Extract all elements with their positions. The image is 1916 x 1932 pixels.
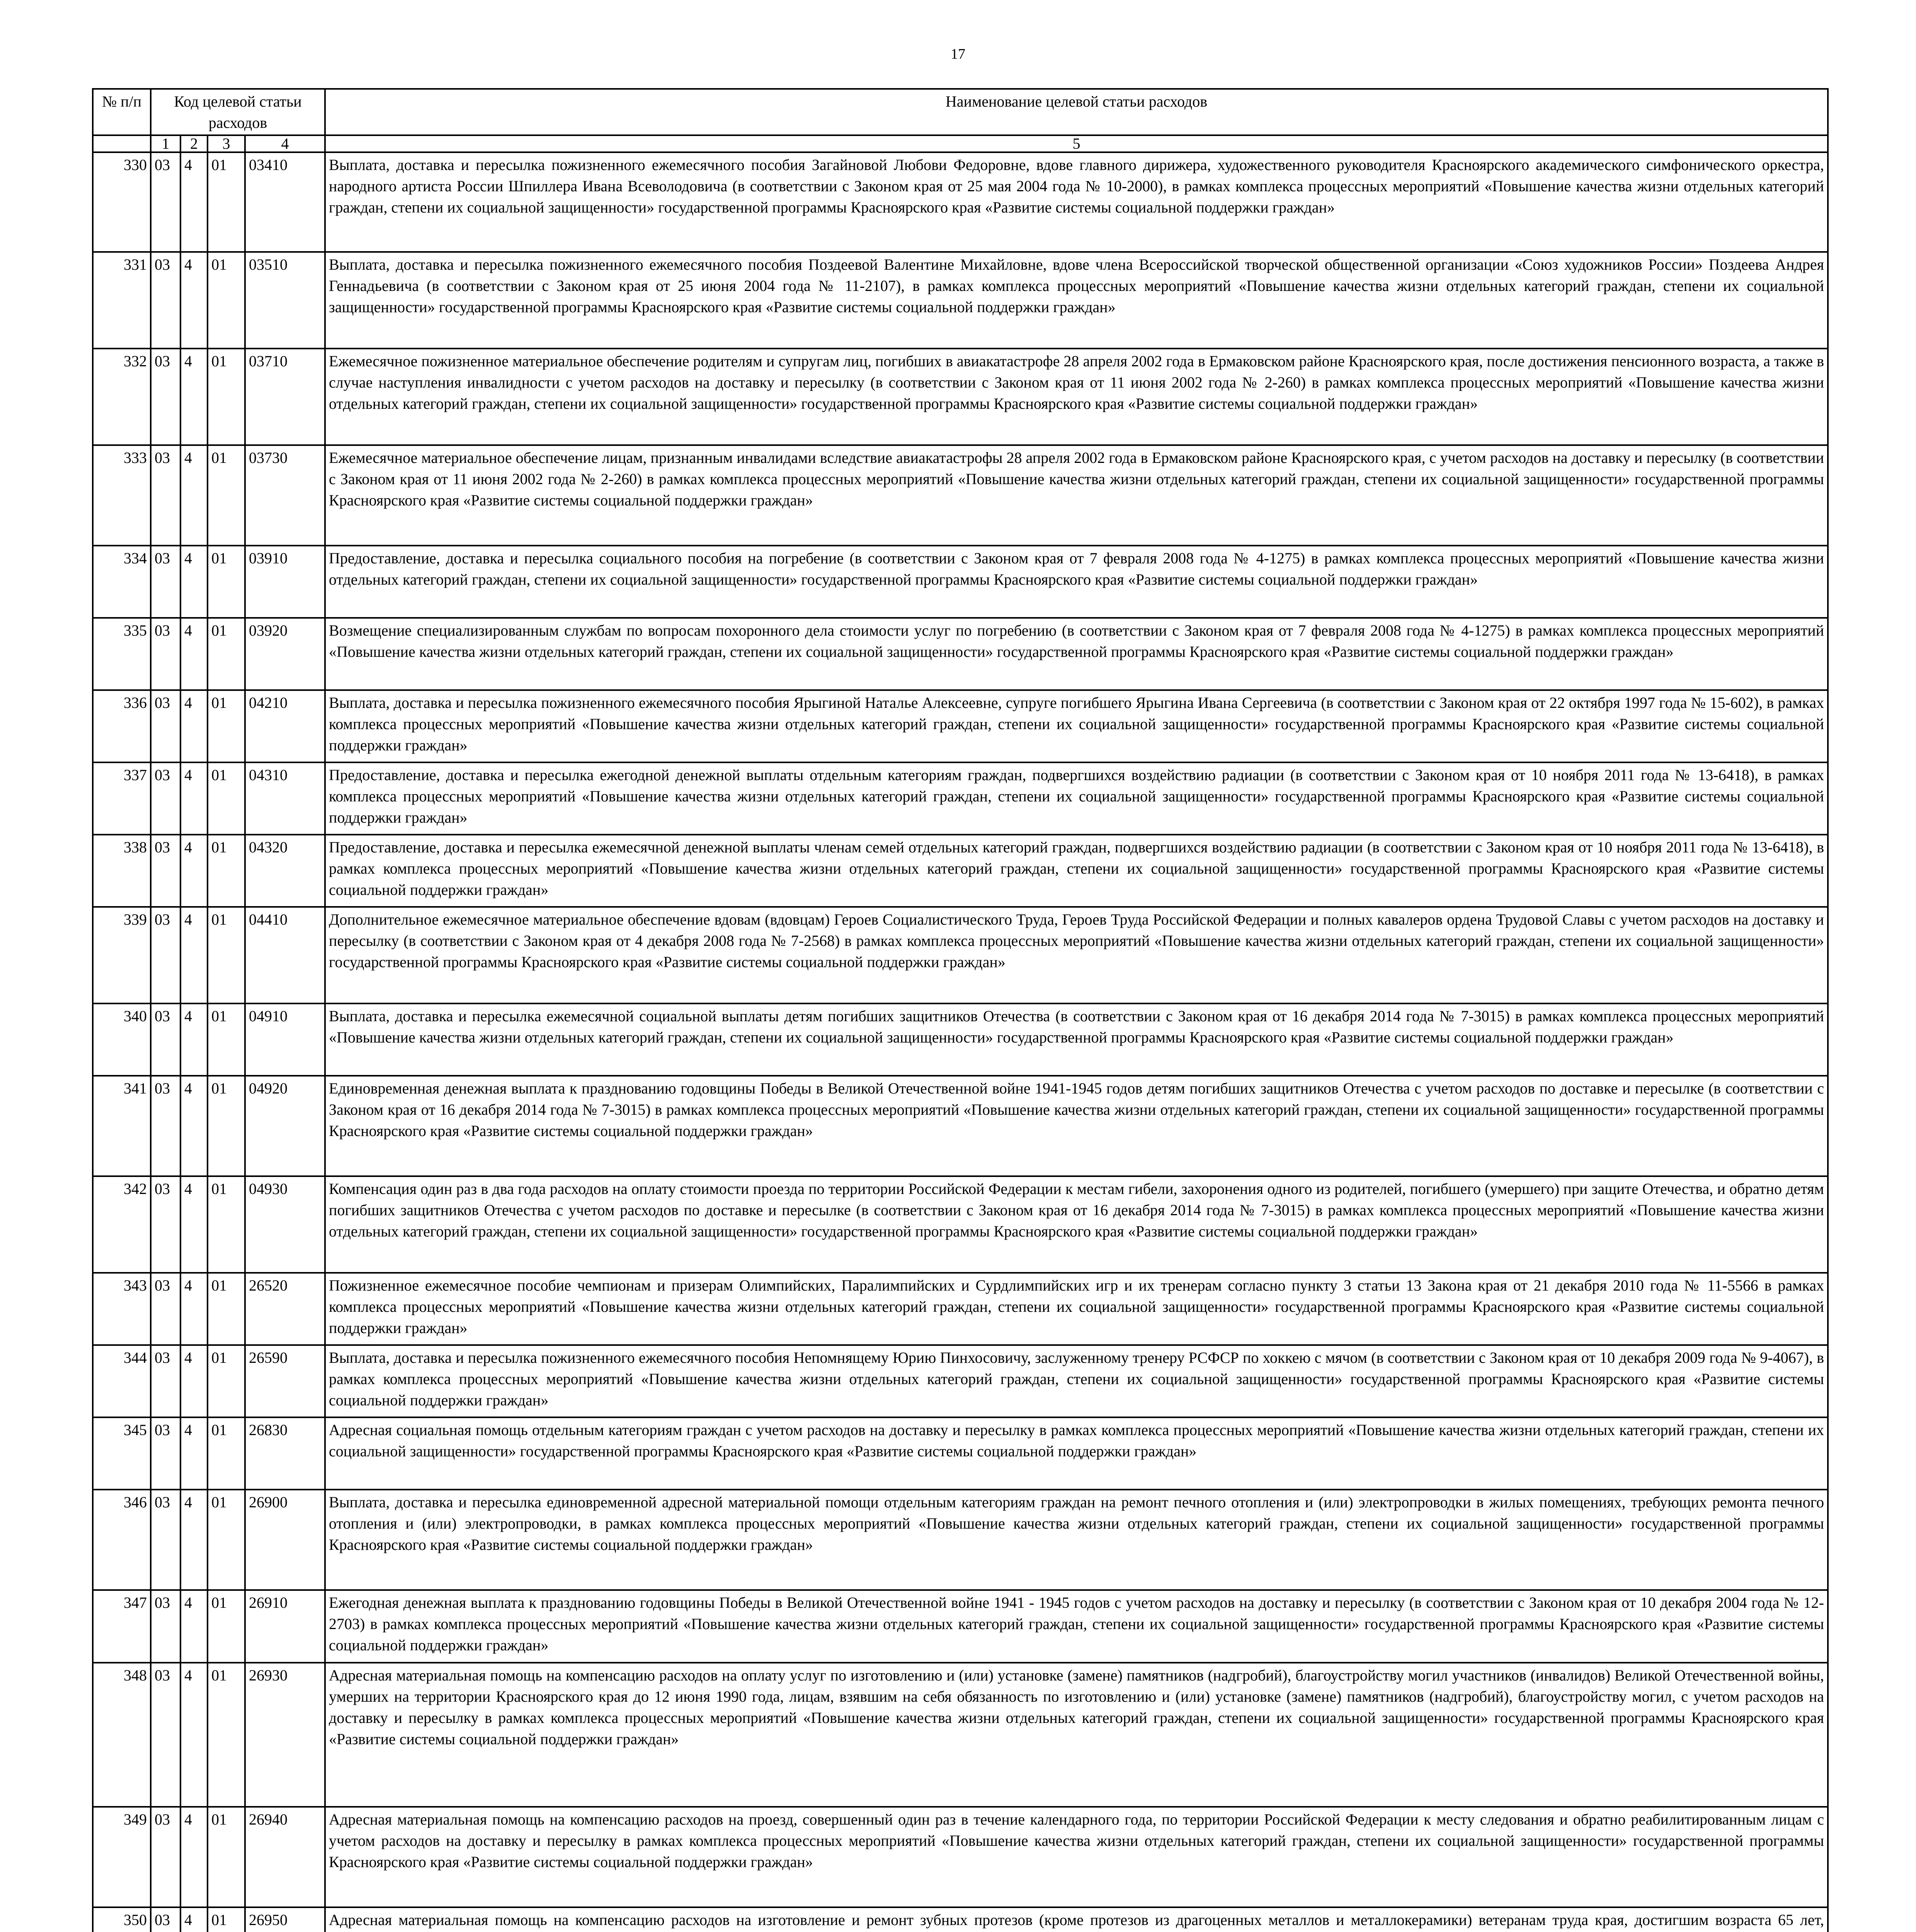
table-row bbox=[93, 690, 1828, 762]
table-row bbox=[93, 618, 1828, 690]
code-segment-2: 4 bbox=[180, 1176, 208, 1273]
row-number: 340 bbox=[93, 1003, 151, 1076]
code-segment-4: 26930 bbox=[245, 1663, 325, 1807]
expense-item-name: Выплата, доставка и пересылка ежемесячной социальной выплаты детям погибших защитников Отечества (в соответствии с Законом края от 16 декабря 2014 года № 7-3015) в рамках комплекса процессных мероприятий «Повышение качества жизни отдельных категорий граждан, степени их социальной защищенности» государственной программы Красноярского края «Развитие системы социальной поддержки граждан» bbox=[325, 1003, 1828, 1076]
table-row bbox=[93, 1807, 1828, 1907]
row-number: 331 bbox=[93, 252, 151, 349]
table-row bbox=[93, 1417, 1828, 1490]
code-segment-1: 03 bbox=[151, 1273, 180, 1345]
code-segment-4: 26940 bbox=[245, 1807, 325, 1907]
code-segment-2: 4 bbox=[180, 1076, 208, 1176]
row-number: 348 bbox=[93, 1663, 151, 1807]
code-segment-1: 03 bbox=[151, 252, 180, 349]
code-segment-4: 04910 bbox=[245, 1003, 325, 1076]
table-row bbox=[93, 907, 1828, 1003]
table-row bbox=[93, 1590, 1828, 1663]
table-row bbox=[93, 152, 1828, 252]
row-number: 335 bbox=[93, 618, 151, 690]
row-number: 334 bbox=[93, 546, 151, 618]
expense-item-name: Возмещение специализированным службам по вопросам похоронного дела стоимости услуг по погребению (в соответствии с Законом края от 7 февраля 2008 года № 4-1275) в рамках комплекса процессных мероприятий «Повышение качества жизни отдельных категорий граждан, степени их социальной защищенности» государственной программы Красноярского края «Развитие системы социальной поддержки граждан» bbox=[325, 618, 1828, 690]
code-segment-3: 01 bbox=[208, 252, 245, 349]
code-segment-2: 4 bbox=[180, 152, 208, 252]
code-segment-1: 03 bbox=[151, 1003, 180, 1076]
expense-item-name: Адресная материальная помощь на компенсацию расходов на оплату услуг по изготовлению и (или) установке (замене) памятников (надгробий), благоустройству могил участников (инвалидов) Великой Отечественной войны, умерших на территории Красноярского края до 12 июня 1990 года, лицам, взявшим на себя обязанность по изготовлению и (или) установке (замене) памятников (надгробий), благоустройству могил, с учетом расходов на доставку и пересылку в рамках комплекса процессных мероприятий «Повышение качества жизни отдельных категорий граждан, степени их социальной защищенности» государственной программы Красноярского края «Развитие системы социальной поддержки граждан» bbox=[325, 1663, 1828, 1807]
code-segment-2: 4 bbox=[180, 1807, 208, 1907]
code-segment-3: 01 bbox=[208, 1076, 245, 1176]
expense-item-name: Единовременная денежная выплата к празднованию годовщины Победы в Великой Отечественной войне 1941-1945 годов детям погибших защитников Отечества с учетом расходов по доставке и пересылке (в соответствии с Законом края от 16 декабря 2014 года № 7-3015) в рамках комплекса процессных мероприятий «Повышение качества жизни отдельных категорий граждан, степени их социальной защищенности» государственной программы Красноярского края «Развитие системы социальной поддержки граждан» bbox=[325, 1076, 1828, 1176]
column-number: 4 bbox=[245, 135, 325, 152]
code-segment-3: 01 bbox=[208, 1417, 245, 1490]
code-segment-2: 4 bbox=[180, 1273, 208, 1345]
code-segment-4: 04930 bbox=[245, 1176, 325, 1273]
expense-item-name: Ежемесячное материальное обеспечение лицам, признанным инвалидами вследствие авиакатастрофы 28 апреля 2002 года в Ермаковском районе Красноярского края, с учетом расходов на доставку и пересылку (в соответствии с Законом края от 11 июня 2002 года № 2-260) в рамках комплекса процессных мероприятий «Повышение качества жизни отдельных категорий граждан, степени их социальной защищенности» государственной программы Красноярского края «Развитие системы социальной поддержки граждан» bbox=[325, 445, 1828, 546]
code-segment-1: 03 bbox=[151, 762, 180, 835]
code-segment-3: 01 bbox=[208, 1807, 245, 1907]
row-number: 338 bbox=[93, 835, 151, 907]
code-segment-2: 4 bbox=[180, 1907, 208, 1932]
code-segment-4: 04920 bbox=[245, 1076, 325, 1176]
code-segment-2: 4 bbox=[180, 618, 208, 690]
code-segment-4: 04210 bbox=[245, 690, 325, 762]
expense-item-name: Предоставление, доставка и пересылка ежемесячной денежной выплаты членам семей отдельных категорий граждан, подвергшихся воздействию радиации (в соответствии с Законом края от 10 ноября 2011 года № 13-6418), в рамках комплекса процессных мероприятий «Повышение качества жизни отдельных категорий граждан, степени их социальной защищенности» государственной программы Красноярского края «Развитие системы социальной поддержки граждан» bbox=[325, 835, 1828, 907]
code-segment-2: 4 bbox=[180, 835, 208, 907]
code-segment-1: 03 bbox=[151, 349, 180, 445]
code-segment-4: 26900 bbox=[245, 1490, 325, 1590]
code-segment-4: 03920 bbox=[245, 618, 325, 690]
code-segment-4: 26830 bbox=[245, 1417, 325, 1490]
code-segment-3: 01 bbox=[208, 618, 245, 690]
code-segment-3: 01 bbox=[208, 1490, 245, 1590]
code-segment-1: 03 bbox=[151, 1176, 180, 1273]
table-body bbox=[93, 152, 1828, 1932]
row-number: 337 bbox=[93, 762, 151, 835]
code-segment-1: 03 bbox=[151, 1076, 180, 1176]
table-row bbox=[93, 252, 1828, 349]
code-segment-1: 03 bbox=[151, 152, 180, 252]
code-segment-1: 03 bbox=[151, 1807, 180, 1907]
header-name: Наименование целевой статьи расходов bbox=[325, 89, 1828, 135]
code-segment-4: 03510 bbox=[245, 252, 325, 349]
code-segment-1: 03 bbox=[151, 1907, 180, 1932]
code-segment-2: 4 bbox=[180, 252, 208, 349]
code-segment-4: 26590 bbox=[245, 1345, 325, 1417]
code-segment-1: 03 bbox=[151, 1417, 180, 1490]
budget-codes-table bbox=[92, 88, 1829, 1932]
expense-item-name: Выплата, доставка и пересылка пожизненного ежемесячного пособия Непомнящему Юрию Пинхосовичу, заслуженному тренеру РСФСР по хоккею с мячом (в соответствии с Законом края от 10 декабря 2009 года № 9-4067), в рамках комплекса процессных мероприятий «Повышение качества жизни отдельных категорий граждан, степени их социальной защищенности» государственной программы Красноярского края «Развитие системы социальной поддержки граждан» bbox=[325, 1345, 1828, 1417]
code-segment-1: 03 bbox=[151, 445, 180, 546]
table-row bbox=[93, 546, 1828, 618]
row-number: 332 bbox=[93, 349, 151, 445]
code-segment-4: 04310 bbox=[245, 762, 325, 835]
expense-item-name: Адресная социальная помощь отдельным категориям граждан с учетом расходов на доставку и пересылку в рамках комплекса процессных мероприятий «Повышение качества жизни отдельных категорий граждан, степени их социальной защищенности» государственной программы Красноярского края «Развитие системы социальной поддержки граждан» bbox=[325, 1417, 1828, 1490]
code-segment-3: 01 bbox=[208, 690, 245, 762]
row-number: 330 bbox=[93, 152, 151, 252]
expense-item-name: Выплата, доставка и пересылка пожизненного ежемесячного пособия Загайновой Любови Федоровне, вдове главного дирижера, художественного руководителя Красноярского академического симфонического оркестра, народного артиста России Шпиллера Ивана Всеволодовича (в соответствии с Законом края от 25 мая 2004 года № 10-2000), в рамках комплекса процессных мероприятий «Повышение качества жизни отдельных категорий граждан, степени их социальной защищенности» государственной программы Красноярского края «Развитие системы социальной поддержки граждан» bbox=[325, 152, 1828, 252]
expense-item-name: Ежемесячное пожизненное материальное обеспечение родителям и супругам лиц, погибших в авиакатастрофе 28 апреля 2002 года в Ермаковском районе Красноярского края, после достижения пенсионного возраста, а также в случае наступления инвалидности с учетом расходов на доставку и пересылку (в соответствии с Законом края от 11 июня 2002 года № 2-260) в рамках комплекса процессных мероприятий «Повышение качества жизни отдельных категорий граждан, степени их социальной защищенности» государственной программы Красноярского края «Развитие системы социальной поддержки граждан» bbox=[325, 349, 1828, 445]
code-segment-2: 4 bbox=[180, 546, 208, 618]
code-segment-3: 01 bbox=[208, 762, 245, 835]
header-code: Код целевой статьи расходов bbox=[151, 89, 325, 135]
code-segment-4: 03910 bbox=[245, 546, 325, 618]
table-row bbox=[93, 762, 1828, 835]
code-segment-3: 01 bbox=[208, 907, 245, 1003]
row-number: 347 bbox=[93, 1590, 151, 1663]
code-segment-2: 4 bbox=[180, 349, 208, 445]
code-segment-3: 01 bbox=[208, 1907, 245, 1932]
code-segment-1: 03 bbox=[151, 1590, 180, 1663]
code-segment-2: 4 bbox=[180, 762, 208, 835]
row-number: 342 bbox=[93, 1176, 151, 1273]
table-row bbox=[93, 349, 1828, 445]
code-segment-3: 01 bbox=[208, 1176, 245, 1273]
code-segment-4: 26910 bbox=[245, 1590, 325, 1663]
table-row bbox=[93, 835, 1828, 907]
code-segment-3: 01 bbox=[208, 835, 245, 907]
row-number: 336 bbox=[93, 690, 151, 762]
row-number: 343 bbox=[93, 1273, 151, 1345]
code-segment-3: 01 bbox=[208, 1273, 245, 1345]
table-row bbox=[93, 1907, 1828, 1932]
code-segment-2: 4 bbox=[180, 1490, 208, 1590]
column-number: 1 bbox=[151, 135, 180, 152]
code-segment-4: 03410 bbox=[245, 152, 325, 252]
code-segment-3: 01 bbox=[208, 152, 245, 252]
code-segment-2: 4 bbox=[180, 1590, 208, 1663]
expense-item-name: Дополнительное ежемесячное материальное обеспечение вдовам (вдовцам) Героев Социалистического Труда, Героев Труда Российской Федерации и полных кавалеров ордена Трудовой Славы с учетом расходов на доставку и пересылку (в соответствии с Законом края от 4 декабря 2008 года № 7-2568) в рамках комплекса процессных мероприятий «Повышение качества жизни отдельных категорий граждан, степени их социальной защищенности» государственной программы Красноярского края «Развитие системы социальной поддержки граждан» bbox=[325, 907, 1828, 1003]
expense-item-name: Ежегодная денежная выплата к празднованию годовщины Победы в Великой Отечественной войне 1941 - 1945 годов с учетом расходов на доставку и пересылку (в соответствии с Законом края от 10 декабря 2004 года № 12-2703) в рамках комплекса процессных мероприятий «Повышение качества жизни отдельных категорий граждан, степени их социальной защищенности» государственной программы Красноярского края «Развитие системы социальной поддержки граждан» bbox=[325, 1590, 1828, 1663]
column-numbers-row bbox=[93, 135, 1828, 152]
code-segment-3: 01 bbox=[208, 445, 245, 546]
code-segment-1: 03 bbox=[151, 1345, 180, 1417]
code-segment-2: 4 bbox=[180, 690, 208, 762]
code-segment-2: 4 bbox=[180, 1003, 208, 1076]
row-number: 345 bbox=[93, 1417, 151, 1490]
expense-item-name: Пожизненное ежемесячное пособие чемпионам и призерам Олимпийских, Паралимпийских и Сурдлимпийских игр и их тренерам согласно пункту 3 статьи 13 Закона края от 21 декабря 2010 года № 11-5566 в рамках комплекса процессных мероприятий «Повышение качества жизни отдельных категорий граждан, степени их социальной защищенности» государственной программы Красноярского края «Развитие системы социальной поддержки граждан» bbox=[325, 1273, 1828, 1345]
row-number: 349 bbox=[93, 1807, 151, 1907]
table-row bbox=[93, 1663, 1828, 1807]
expense-item-name: Выплата, доставка и пересылка единовременной адресной материальной помощи отдельным категориям граждан на ремонт печного отопления и (или) электропроводки в жилых помещениях, требующих ремонта печного отопления и (или) электропроводки, в рамках комплекса процессных мероприятий «Повышение качества жизни отдельных категорий граждан, степени их социальной защищенности» государственной программы Красноярского края «Развитие системы социальной поддержки граждан» bbox=[325, 1490, 1828, 1590]
code-segment-4: 04410 bbox=[245, 907, 325, 1003]
table-row bbox=[93, 445, 1828, 546]
code-segment-1: 03 bbox=[151, 546, 180, 618]
expense-item-name: Предоставление, доставка и пересылка социального пособия на погребение (в соответствии с Законом края от 7 февраля 2008 года № 4-1275) в рамках комплекса процессных мероприятий «Повышение качества жизни отдельных категорий граждан, степени их социальной защищенности» государственной программы Красноярского края «Развитие системы социальной поддержки граждан» bbox=[325, 546, 1828, 618]
code-segment-2: 4 bbox=[180, 1345, 208, 1417]
table-row bbox=[93, 1076, 1828, 1176]
expense-item-name: Адресная материальная помощь на компенсацию расходов на изготовление и ремонт зубных протезов (кроме протезов из драгоценных металлов и металлокерамики) ветеранам труда края, достигшим возраста 65 лет, bbox=[325, 1907, 1828, 1932]
code-segment-1: 03 bbox=[151, 1663, 180, 1807]
row-number: 350 bbox=[93, 1907, 151, 1932]
page-number: 17 bbox=[951, 46, 965, 62]
table-row bbox=[93, 1345, 1828, 1417]
column-number: 2 bbox=[180, 135, 208, 152]
column-number: 3 bbox=[208, 135, 245, 152]
table-row bbox=[93, 1273, 1828, 1345]
row-number: 341 bbox=[93, 1076, 151, 1176]
code-segment-3: 01 bbox=[208, 546, 245, 618]
code-segment-3: 01 bbox=[208, 1590, 245, 1663]
expense-item-name: Выплата, доставка и пересылка пожизненного ежемесячного пособия Ярыгиной Наталье Алексеевне, супруге погибшего Ярыгина Ивана Сергеевича (в соответствии с Законом края от 22 октября 1997 года № 15-602), в рамках комплекса процессных мероприятий «Повышение качества жизни отдельных категорий граждан, степени их социальной защищенности» государственной программы Красноярского края «Развитие системы социальной поддержки граждан» bbox=[325, 690, 1828, 762]
code-segment-1: 03 bbox=[151, 835, 180, 907]
code-segment-3: 01 bbox=[208, 349, 245, 445]
expense-item-name: Предоставление, доставка и пересылка ежегодной денежной выплаты отдельным категориям граждан, подвергшихся воздействию радиации (в соответствии с Законом края от 10 ноября 2011 года № 13-6418), в рамках комплекса процессных мероприятий «Повышение качества жизни отдельных категорий граждан, степени их социальной защищенности» государственной программы Красноярского края «Развитие системы социальной поддержки граждан» bbox=[325, 762, 1828, 835]
code-segment-4: 03710 bbox=[245, 349, 325, 445]
code-segment-4: 03730 bbox=[245, 445, 325, 546]
header-number: № п/п bbox=[93, 89, 151, 135]
column-number-blank bbox=[93, 135, 151, 152]
code-segment-2: 4 bbox=[180, 1417, 208, 1490]
row-number: 346 bbox=[93, 1490, 151, 1590]
row-number: 344 bbox=[93, 1345, 151, 1417]
code-segment-3: 01 bbox=[208, 1663, 245, 1807]
code-segment-2: 4 bbox=[180, 1663, 208, 1807]
expense-item-name: Адресная материальная помощь на компенсацию расходов на проезд, совершенный один раз в течение календарного года, по территории Российской Федерации к месту следования и обратно реабилитированным лицам с учетом расходов на доставку и пересылку в рамках комплекса процессных мероприятий «Повышение качества жизни отдельных категорий граждан, степени их социальной защищенности» государственной программы Красноярского края «Развитие системы социальной поддержки граждан» bbox=[325, 1807, 1828, 1907]
column-number: 5 bbox=[325, 135, 1828, 152]
code-segment-3: 01 bbox=[208, 1345, 245, 1417]
code-segment-4: 26950 bbox=[245, 1907, 325, 1932]
table-row bbox=[93, 1490, 1828, 1590]
expense-item-name: Выплата, доставка и пересылка пожизненного ежемесячного пособия Поздеевой Валентине Михайловне, вдове члена Всероссийской творческой общественной организации «Союз художников России» Поздеева Андрея Геннадьевича (в соответствии с Законом края от 25 июня 2004 года № 11-2107), в рамках комплекса процессных мероприятий «Повышение качества жизни отдельных категорий граждан, степени их социальной защищенности» государственной программы Красноярского края «Развитие системы социальной поддержки граждан» bbox=[325, 252, 1828, 349]
code-segment-2: 4 bbox=[180, 445, 208, 546]
code-segment-1: 03 bbox=[151, 1490, 180, 1590]
code-segment-1: 03 bbox=[151, 907, 180, 1003]
row-number: 339 bbox=[93, 907, 151, 1003]
table-row bbox=[93, 1176, 1828, 1273]
code-segment-4: 04320 bbox=[245, 835, 325, 907]
code-segment-2: 4 bbox=[180, 907, 208, 1003]
code-segment-1: 03 bbox=[151, 690, 180, 762]
code-segment-3: 01 bbox=[208, 1003, 245, 1076]
row-number: 333 bbox=[93, 445, 151, 546]
code-segment-4: 26520 bbox=[245, 1273, 325, 1345]
table-row bbox=[93, 1003, 1828, 1076]
expense-item-name: Компенсация один раз в два года расходов на оплату стоимости проезда по территории Российской Федерации к местам гибели, захоронения одного из родителей, погибшего (умершего) при защите Отечества, и обратно детям погибших защитников Отечества с учетом расходов по доставке и пересылке (в соответствии с Законом края от 16 декабря 2014 года № 7-3015) в рамках комплекса процессных мероприятий «Повышение качества жизни отдельных категорий граждан, степени их социальной защищенности» государственной программы Красноярского края «Развитие системы социальной поддержки граждан» bbox=[325, 1176, 1828, 1273]
code-segment-1: 03 bbox=[151, 618, 180, 690]
